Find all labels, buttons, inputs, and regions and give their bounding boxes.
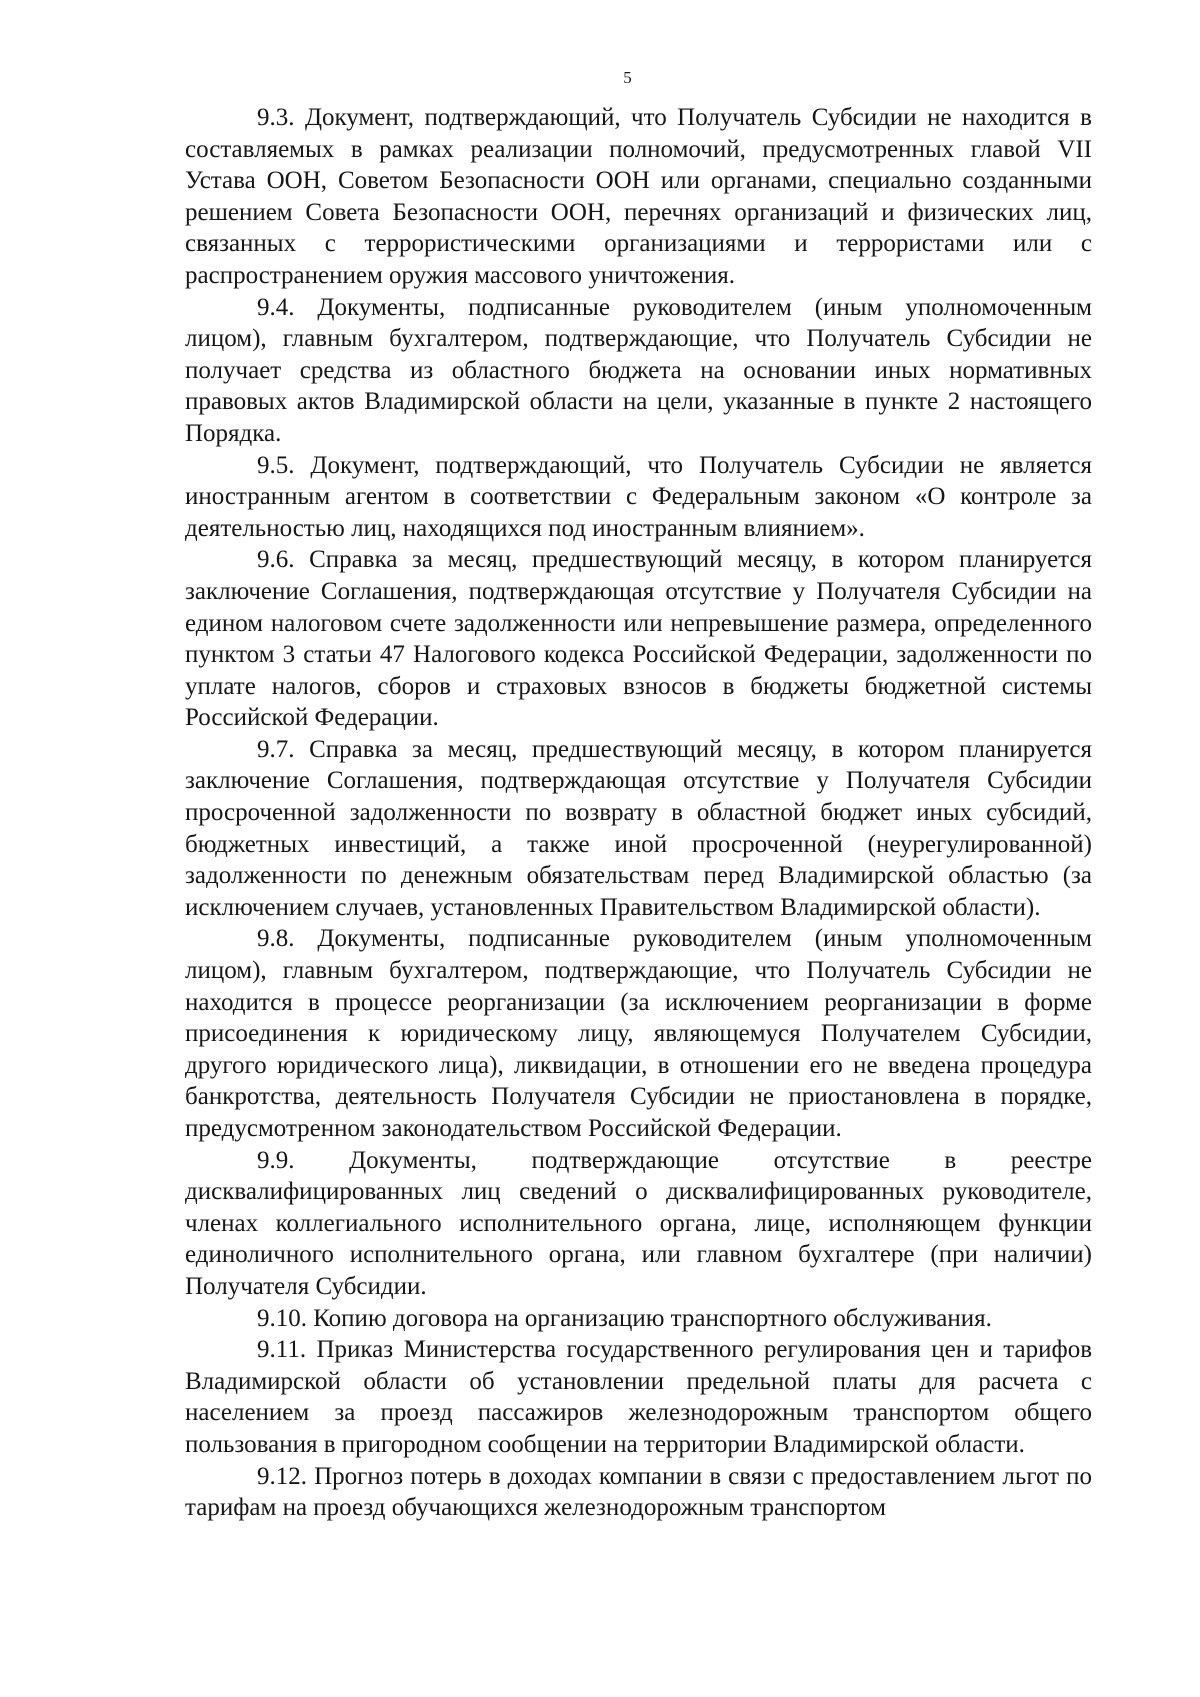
paragraph: 9.10. Копию договора на организацию транспортного обслуживания. [257,1304,992,1332]
paragraph: 9.12. Прогноз потерь в доходах компании в связи с предоставлением льгот по тарифам на проезд обучающихся железнодорожным транспортом [185,1462,1092,1522]
paragraph: 9.7. Справка за месяц, предшествующий месяцу, в котором планируется заключение Соглашения, подтверждающая отсутствие у Получателя Субсидии просроченной задолженности по возврату в областной бюджет иных субсидий, бюджетных инвестиций, а также иной просроченной (неурегулированной) задолженности по денежным обязательствам перед Владимирской областью (за исключением случаев, установленных Правительством Владимирской области). [185,735,1092,921]
paragraph: 9.6. Справка за месяц, предшествующий месяцу, в котором планируется заключение Соглашения, подтверждающая отсутствие у Получателя Субсидии на едином налоговом счете задолженности или непревышение размера, определенного пунктом 3 статьи 47 Налогового кодекса Российской Федерации, задолженности по уплате налогов, сборов и страховых взносов в бюджеты бюджетной системы Российской Федерации. [185,546,1092,732]
paragraph: 9.8. Документы, подписанные руководителем (иным уполномоченным лицом), главным бухгалтером, подтверждающие, что Получатель Субсидии не находится в процессе реорганизации (за исключением реорганизации в форме присоединения к юридическому лицу, являющемуся Получателем Субсидии, другого юридического лица), ликвидации, в отношении его не введена процедура банкротства, деятельность Получателя Субсидии не приостановлена в порядке, предусмотренном законодательством Российской Федерации. [185,925,1092,1142]
paragraph: 9.5. Документ, подтверждающий, что Получатель Субсидии не является иностранным агентом в соответствии с Федеральным законом «О контроле за деятельностью лиц, находящихся под иностранным влиянием». [185,451,1092,542]
paragraph: 9.11. Приказ Министерства государственного регулирования цен и тарифов Владимирской области об установлении предельной платы для расчета с населением за проезд пассажиров железнодорожным транспортом общего пользования в пригородном сообщении на территории Владимирской области. [185,1336,1092,1458]
document-body [185,102,1092,1524]
paragraph: 9.3. Документ, подтверждающий, что Получатель Субсидии не находится в составляемых в рамках реализации полномочий, предусмотренных главой VII Устава ООН, Советом Безопасности ООН или органами, специально созданными решением Совета Безопасности ООН, перечнях организаций и физических лиц, связанных с террористическими организациями и террористами или с распространением оружия массового уничтожения. [185,104,1092,289]
page-number: 5 [623,68,632,87]
paragraph: 9.9. Документы, подтверждающие отсутствие в реестре дисквалифицированных лиц сведений о дисквалифицированных руководителе, членах коллегиального исполнительного органа, лице, исполняющем функции единоличного исполнительного органа, или главном бухгалтере (при наличии) Получателя Субсидии. [185,1146,1092,1300]
paragraph: 9.4. Документы, подписанные руководителем (иным уполномоченным лицом), главным бухгалтером, подтверждающие, что Получатель Субсидии не получает средства из областного бюджета на основании иных нормативных правовых актов Владимирской области на цели, указанные в пункте 2 настоящего Порядка. [185,293,1092,447]
